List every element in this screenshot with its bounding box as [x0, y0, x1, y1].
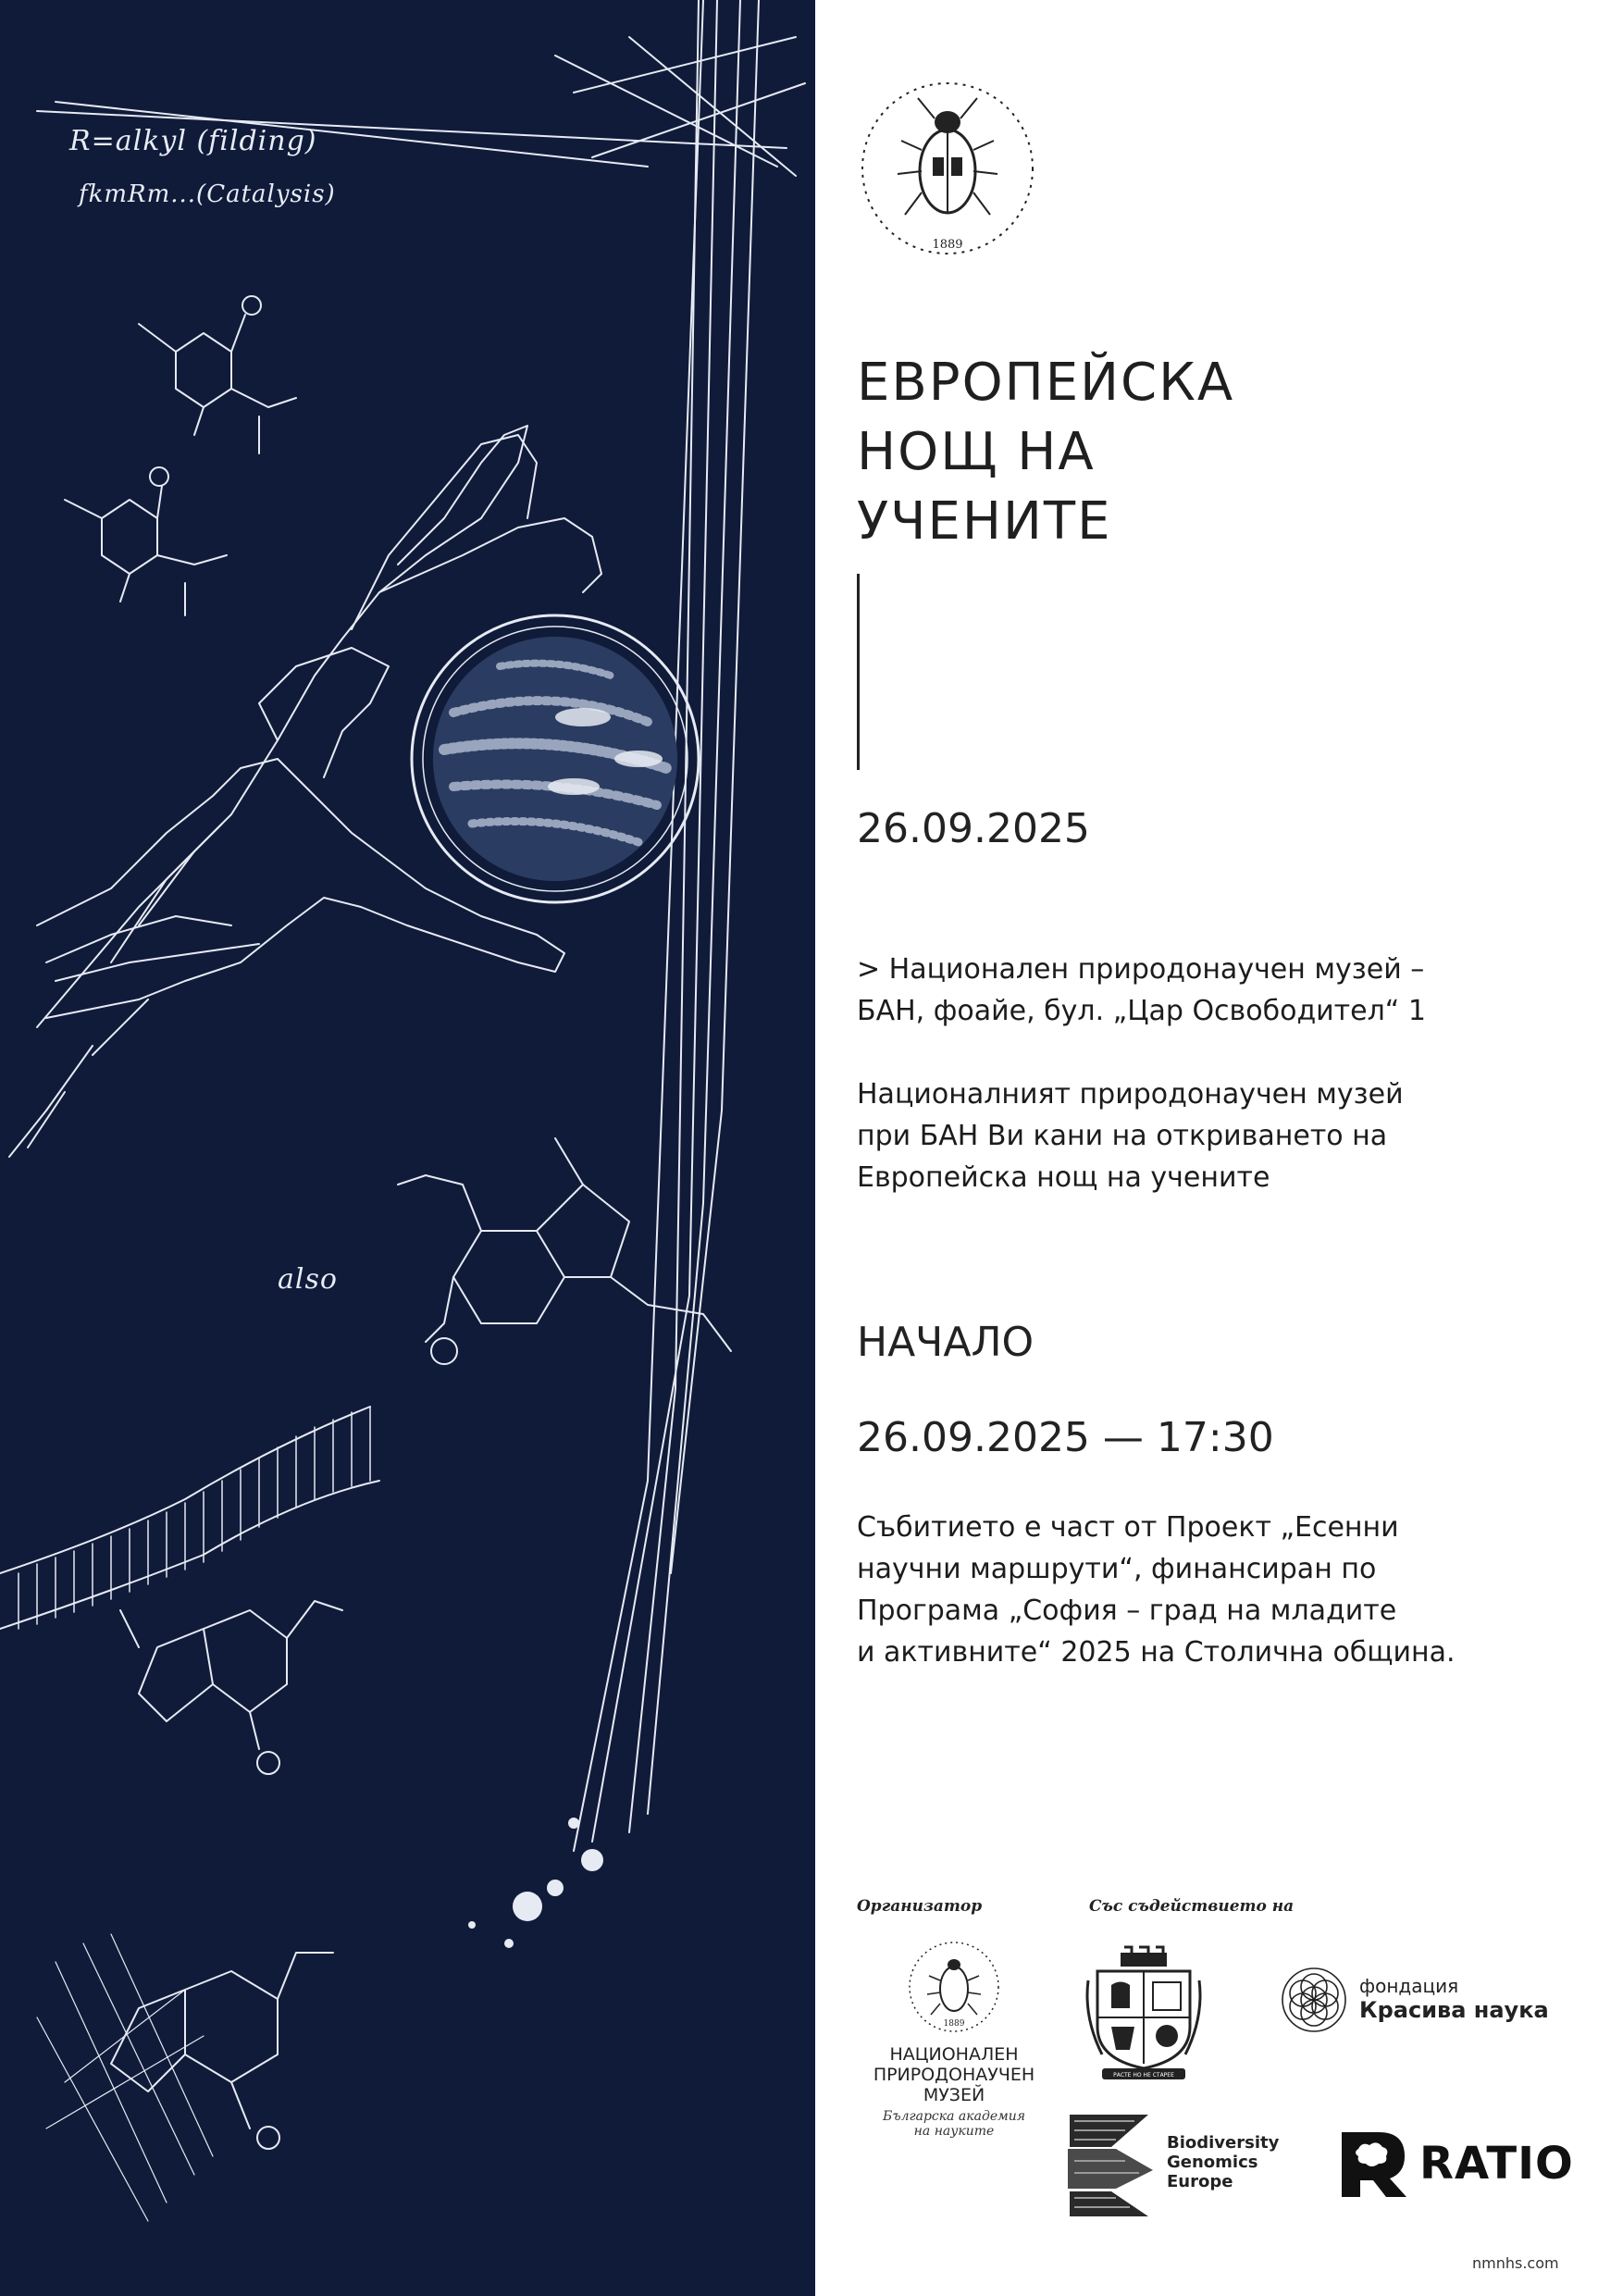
project-note-line-1: Събитието е част от Проект „Есенни — [857, 1511, 1399, 1544]
bge-line-3: Europe — [1167, 2172, 1233, 2191]
note-also: also — [278, 1263, 338, 1296]
invitation-line-2: при БАН Ви кани на откриването на — [857, 1120, 1388, 1152]
bge-line-1: Biodiversity — [1167, 2133, 1280, 2153]
event-title-line-3: УЧЕНИТЕ — [857, 491, 1112, 552]
invitation-line-1: Националният природонаучен музей — [857, 1078, 1404, 1111]
bge-mark-icon — [1060, 2110, 1162, 2221]
foundation-line-2: Красива наука — [1359, 1997, 1549, 2023]
flower-of-life-icon — [1278, 1964, 1350, 2036]
foundation-logo — [1278, 1964, 1592, 2038]
logo-year: 1889 — [932, 238, 963, 252]
support-label: Със съдействието на — [1089, 1897, 1295, 1916]
organizer-label: Организатор — [857, 1897, 983, 1916]
note-alkyl: R=alkyl (filding) — [69, 125, 317, 157]
beetle-icon — [855, 65, 1040, 278]
location-line-2: БАН, фоайе, бул. „Цар Освободител“ 1 — [857, 995, 1426, 1027]
location-line-1: > Национален природонаучен музей – — [857, 953, 1425, 986]
museum-beetle-logo — [855, 65, 1040, 278]
ratio-logo — [1338, 2128, 1574, 2203]
event-title-line-2: НОЩ НА — [857, 422, 1096, 482]
ratio-text: RATIO — [1419, 2138, 1574, 2190]
crest-motto: РАСТЕ НО НЕ СТАРЕЕ — [1113, 2072, 1174, 2079]
ratio-r-icon — [1338, 2128, 1412, 2199]
note-catalysis: fkmRm...(Catalysis) — [79, 180, 336, 208]
project-note-line-3: Програма „София – град на младите — [857, 1595, 1397, 1627]
invitation-line-3: Европейска нощ на учените — [857, 1161, 1270, 1194]
start-datetime: 26.09.2025 — 17:30 — [857, 1414, 1274, 1461]
museum-logo-year: 1889 — [943, 2019, 965, 2029]
museum-name-2: ПРИРОДОНАУЧЕН — [873, 2065, 1035, 2085]
museum-name-3: МУЗЕЙ — [923, 2085, 985, 2105]
start-label: НАЧАЛО — [857, 1319, 1035, 1366]
museum-name-1: НАЦИОНАЛЕН — [889, 2044, 1019, 2065]
bge-logo — [1060, 2110, 1282, 2221]
project-note-line-4: и активните“ 2025 на Столична община. — [857, 1636, 1456, 1669]
event-title-line-1: ЕВРОПЕЙСКА — [857, 353, 1235, 413]
vertical-divider — [857, 574, 860, 770]
coat-of-arms-icon — [1084, 1943, 1204, 2082]
museum-beetle-icon — [857, 1939, 1051, 2041]
content-panel — [815, 0, 1623, 2296]
museum-sub-2: на науките — [913, 2124, 995, 2139]
sofia-crest-logo — [1084, 1943, 1204, 2082]
museum-logo — [857, 1939, 1051, 2139]
event-date: 26.09.2025 — [857, 805, 1090, 852]
bge-line-2: Genomics — [1167, 2153, 1258, 2172]
foundation-line-1: фондация — [1359, 1975, 1459, 1997]
museum-sub-1: Българска академия — [882, 2109, 1026, 2124]
project-note-line-2: научни маршрути“, финансиран по — [857, 1553, 1377, 1585]
website-link[interactable]: nmnhs.com — [1472, 2254, 1559, 2272]
